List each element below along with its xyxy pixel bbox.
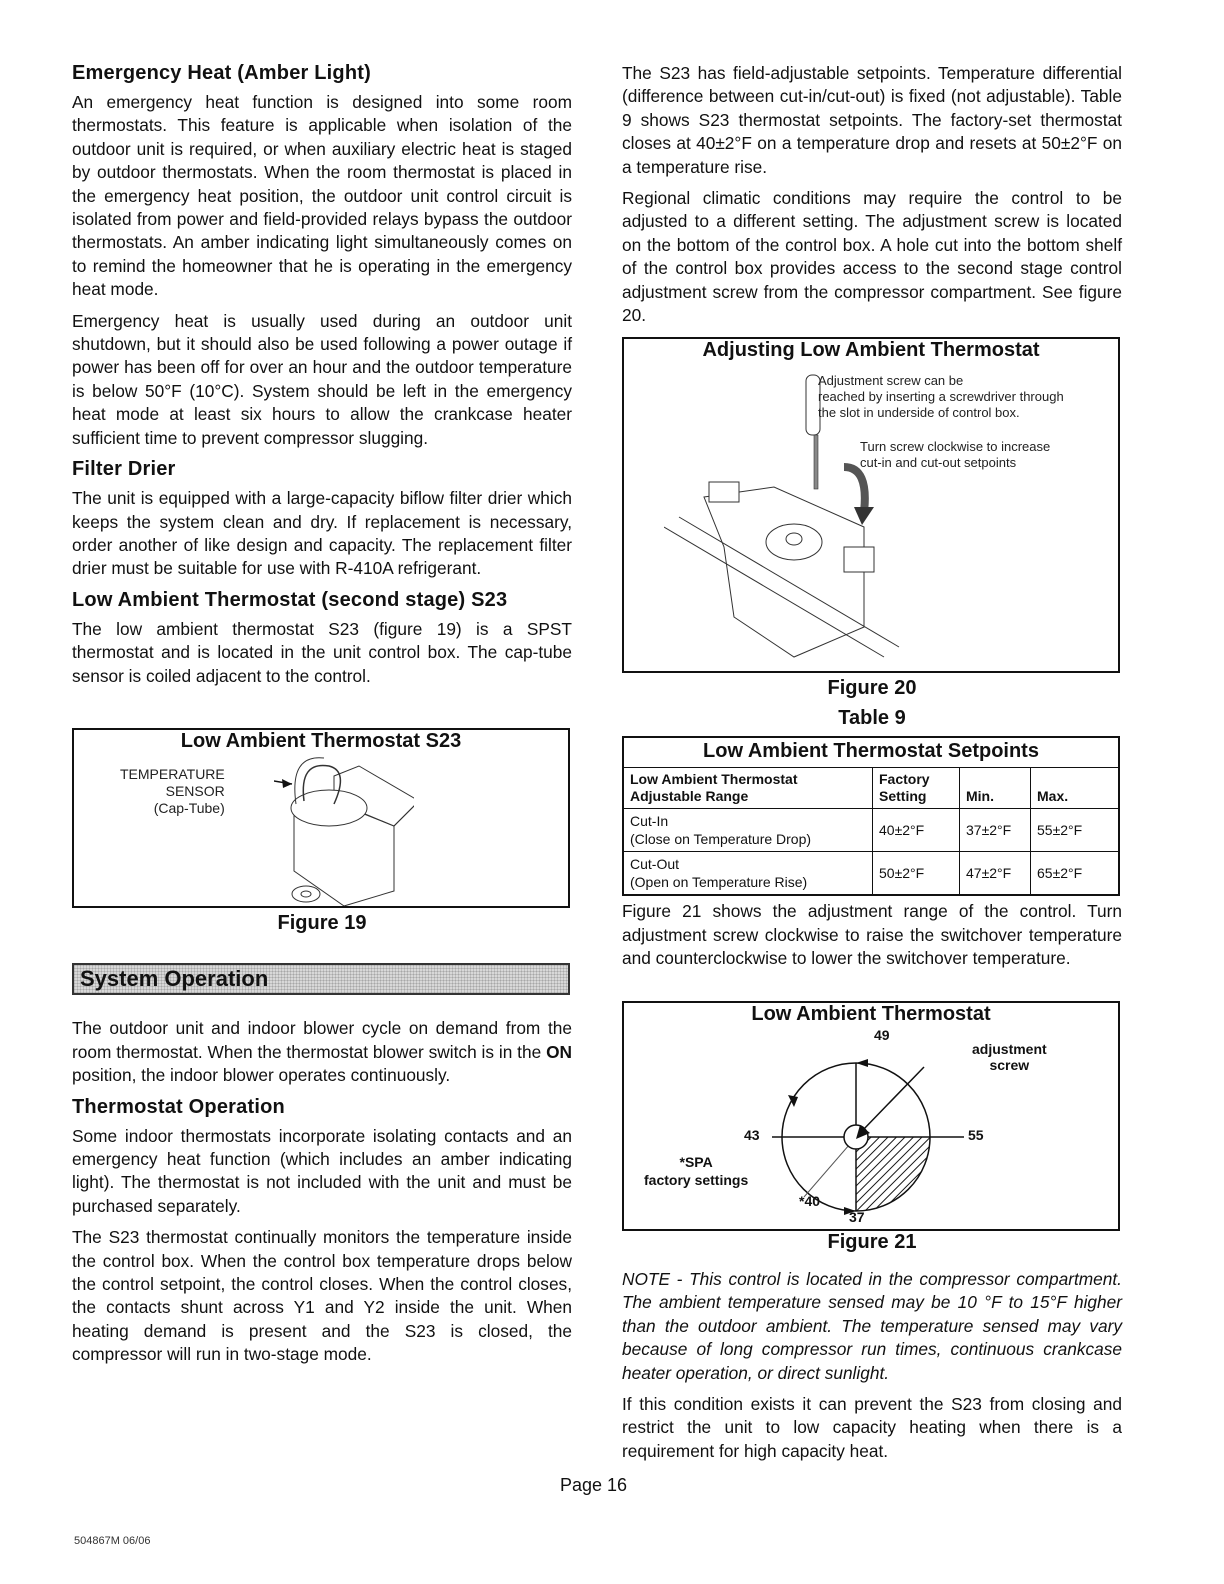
- figure-21-description: Figure 21 shows the adjustment range of the control. Turn adjustment screw clockwise to raise the switchover temperature and counterclockwise to lower the switchover temperature.: [622, 901, 1122, 969]
- table-row: [624, 809, 1118, 852]
- document-code: 504867M 06/06: [74, 1535, 151, 1547]
- row-factory: 40±2°F: [873, 809, 960, 852]
- filter-drier-heading: Filter Drier: [72, 458, 176, 481]
- right-column: [622, 62, 1122, 1471]
- dial-label-49: 49: [874, 1026, 890, 1043]
- low-ambient-heading: Low Ambient Thermostat (second stage) S23: [72, 588, 508, 611]
- filter-drier-paragraph: The unit is equipped with a large-capacity biflow filter drier which keeps the system clean and dry. If replacement is necessary, order another of like design and capacity. The replacement filter drier must be suitable for use with R-410A refrigerant.: [72, 488, 572, 579]
- header-min: Min.: [960, 768, 1031, 809]
- system-operation-section-bar: [72, 963, 570, 995]
- emergency-heat-paragraph-1: An emergency heat function is designed into some room thermostats. This feature is applicable when isolation of the outdoor unit is required, or when auxiliary electric heat is staged by outdoor thermostats. When the room thermostat is placed in the emergency heat position, the outdoor unit control circuit is isolated from power and field-provided relays bypass the outdoor thermostats. An amber indicating light simultaneously comes on to remind the homeowner that he is operating in the emergency heat mode.: [72, 92, 572, 300]
- thermostat-operation-paragraph-2: The S23 thermostat continually monitors the temperature inside the control box. When the control box temperature drops below the control setpoint, the control closes. When the control closes, the contacts shunt across Y1 and Y2 inside the unit. When heating demand is present and the S23 is closed, the compressor will run in two-stage mode.: [72, 1227, 572, 1365]
- figure-20-title: Adjusting Low Ambient Thermostat: [702, 339, 1040, 362]
- row-desc: (Open on Temperature Rise): [630, 874, 808, 891]
- row-max: 65±2°F: [1031, 852, 1119, 895]
- dial-label-factory-40: *40: [799, 1192, 821, 1209]
- row-max: 55±2°F: [1031, 809, 1119, 852]
- figure-20: [622, 337, 1120, 673]
- row-factory: 50±2°F: [873, 852, 960, 895]
- figure-19: [72, 728, 570, 908]
- figure-21: [622, 1001, 1120, 1231]
- figure-19-caption: Figure 19: [277, 911, 367, 934]
- regional-paragraph: Regional climatic conditions may require the control to be adjusted to a different setting. The adjustment screw is located on the bottom of the control box. A hole cut into the bottom shelf of the control box provides access to the second stage control adjustment screw from the compressor compartment. See figure 20.: [622, 188, 1122, 326]
- spa-factory-settings-label: *SPA factory settings: [644, 1153, 749, 1188]
- left-column: [72, 62, 572, 1375]
- emergency-heat-heading: Emergency Heat (Amber Light): [72, 62, 371, 84]
- page-number: Page 16: [560, 1475, 628, 1495]
- setpoints-table: [624, 768, 1118, 894]
- figure-21-title: Low Ambient Thermostat: [751, 1002, 991, 1025]
- sensor-label: TEMPERATURE SENSOR (Cap-Tube): [120, 765, 225, 816]
- table-header-row: [624, 768, 1118, 809]
- dial-label-43: 43: [744, 1126, 760, 1143]
- emergency-heat-paragraph-2: Emergency heat is usually used during an outdoor unit shutdown, but it should also be used following a power outage if power has been off for over an hour and the outdoor temperature is below 50°F (10°C). System should be left in the emergency heat mode at least six hours to allow the crankcase heater sufficient time to prevent compressor slugging.: [72, 310, 572, 448]
- header-factory: Factory Setting: [873, 768, 960, 809]
- low-ambient-paragraph: The low ambient thermostat S23 (figure 19) is a SPST thermostat and is located in the unit control box. The cap-tube sensor is coiled adjacent to the control.: [72, 618, 572, 686]
- table-9-title: Low Ambient Thermostat Setpoints: [624, 738, 1118, 768]
- figure-21-caption: Figure 21: [827, 1230, 917, 1253]
- system-operation-paragraph: The outdoor unit and indoor blower cycle on demand from the room thermostat. When the thermostat blower switch is in the ON position, the indoor blower operates continuously.: [72, 1018, 572, 1086]
- figure-20-caption: Figure 20: [827, 677, 917, 700]
- table-9-label: Table 9: [838, 706, 906, 729]
- table-row: [624, 852, 1118, 895]
- system-operation-heading: System Operation: [80, 966, 269, 992]
- adjustment-screw-label: adjustment screw: [972, 1040, 1047, 1073]
- dial-label-37: 37: [849, 1208, 865, 1225]
- setpoints-paragraph: The S23 has field-adjustable setpoints. Temperature differential (difference between cut-in/cut-out) is fixed (not adjustable). Table 9 shows S23 thermostat setpoints. The factory-set thermostat closes at 40±2°F on a temperature drop and resets at 50±2°F on a temperature rise.: [622, 63, 1122, 177]
- row-min: 37±2°F: [960, 809, 1031, 852]
- figure-20-note-2: Turn screw clockwise to increase cut-in and cut-out setpoints: [860, 439, 1051, 471]
- thermostat-operation-heading: Thermostat Operation: [72, 1095, 285, 1118]
- header-range: Low Ambient Thermostat Adjustable Range: [624, 768, 873, 809]
- figure-20-note-1: Adjustment screw can be reached by inserting a screwdriver through the slot in underside of control box.: [818, 373, 1064, 421]
- row-name: Cut-Out: [630, 856, 680, 873]
- table-9: [622, 736, 1120, 896]
- dial-label-55: 55: [968, 1126, 984, 1143]
- row-min: 47±2°F: [960, 852, 1031, 895]
- header-max: Max.: [1031, 768, 1119, 809]
- note-paragraph: NOTE - This control is located in the compressor compartment. The ambient temperature sensed may be 10 °F to 15°F higher than the outdoor ambient. The temperature sensed may vary because of long compressor run times, continuous crankcase heater operation, or direct sunlight.: [622, 1268, 1122, 1383]
- figure-19-title: Low Ambient Thermostat S23: [180, 729, 462, 752]
- thermostat-operation-paragraph-1: Some indoor thermostats incorporate isolating contacts and an emergency heat function (which includes an amber indicating light). The thermostat is not included with the unit and must be purchased separately.: [72, 1125, 572, 1216]
- row-desc: (Close on Temperature Drop): [630, 831, 812, 848]
- condition-paragraph: If this condition exists it can prevent the S23 from closing and restrict the unit to low capacity heating when there is a requirement for high capacity heat.: [622, 1393, 1122, 1461]
- row-name: Cut-In: [630, 813, 669, 830]
- thermostat-illustration-icon: [274, 756, 414, 906]
